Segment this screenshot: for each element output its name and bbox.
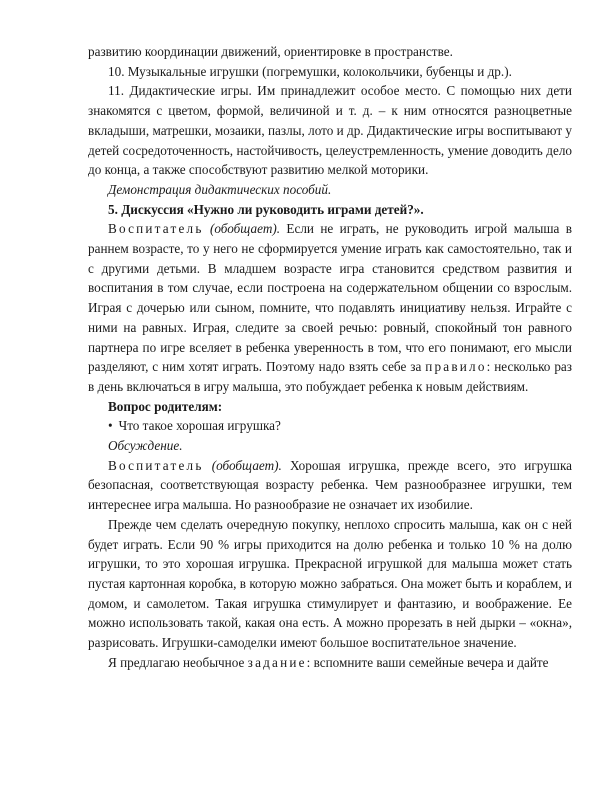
emphasis-task: задание	[247, 654, 307, 670]
list-item-music-toys: 10. Музыкальные игрушки (погремушки, колокольчики, бубенцы и др.).	[108, 63, 512, 79]
paragraph-text: Я предлагаю необычное	[108, 654, 248, 670]
speaker-label: Воспитатель	[108, 457, 204, 473]
discussion-label: Обсуждение.	[108, 438, 183, 454]
paragraph-continuation: развитию координации движений, ориентировке в пространстве.	[88, 44, 453, 59]
paragraph-text: Если не играть, не руководить игрой малыша в раннем возрасте, то у него не сформируется умение играть как самостоятельно, так и с другими детьми. В младшем возрасте игра становится средством развития и воспитания в том случае, если построена на содержательном общении со взрослым. Играя с дочерью или сыном, помните, что подавлять инициативу нельзя. Играйте с ними на равных. Играя, следите за своей речью: ровный, спокойный тон равного партнера по игре вселяет в ребенка уверенность в том, что его понимают, его мысли разделяют, с ним хотят играть. Поэтому надо взять себе за	[88, 221, 572, 375]
demonstration-note: Демонстрация дидактических пособий.	[108, 181, 332, 197]
section-heading-discussion: 5. Дискуссия «Нужно ли руководить играми детей?».	[108, 201, 424, 217]
paragraph-text: : несколько раз в день включаться в игру малыша, это побуждает ребенка к новым действиям.	[88, 359, 572, 394]
paragraph-text: : вспомните ваши семейные вечера и дайте	[306, 654, 549, 670]
paragraph-cardboard-box: Прежде чем сделать очередную покупку, неплохо спросить малыша, как он с ней будет играть. Если 90 % игры приходится на долю ребенка и только 10 % на долю игрушки, то это хорошая игрушка. Прекрасной игрушкой для малыша может стать пустая картонная коробка, в которую можно забраться. Она может быть и кораблем, и домом, и самолетом. Такая игрушка стимулирует и фантазию, и воображение. Ее можно использовать такой, какая она есть. А можно прорезать в ней дырки – «окна», разрисовать. Игрушки-самоделки имеют большое воспитательное значение.	[88, 516, 572, 651]
bullet-question: • Что такое хорошая игрушка?	[88, 416, 572, 436]
document-page	[88, 42, 572, 673]
speaker-label: Воспитатель	[108, 221, 204, 237]
paragraph-task	[88, 653, 572, 673]
teacher-paragraph-guidance	[88, 219, 572, 396]
teacher-paragraph-good-toy	[88, 456, 572, 515]
question-heading: Вопрос родителям:	[108, 398, 223, 414]
list-item-didactic-games: 11. Дидактические игры. Им принадлежит особое место. С помощью них дети знакомятся с цветом, формой, величиной и т. д. – к ним относятся разноцветные вкладыши, матрешки, мозаики, пазлы, лото и др. Дидактические игры воспитывают у детей сосредоточенность, настойчивость, целеустремленность, умение доводить дело до конца, а также способствуют развитию мелкой моторики.	[88, 83, 572, 178]
speaker-action: (обобщает).	[209, 221, 281, 237]
emphasis-rule: правило	[425, 359, 487, 375]
paragraph-text: Хорошая игрушка, прежде всего, это игрушка безопасная, соответствующая возрасту ребенка. Чем разнообразнее игрушки, тем интереснее игра малыша. Но разнообразие не означает их изобилие.	[88, 457, 573, 513]
speaker-action: (обобщает).	[211, 457, 282, 473]
